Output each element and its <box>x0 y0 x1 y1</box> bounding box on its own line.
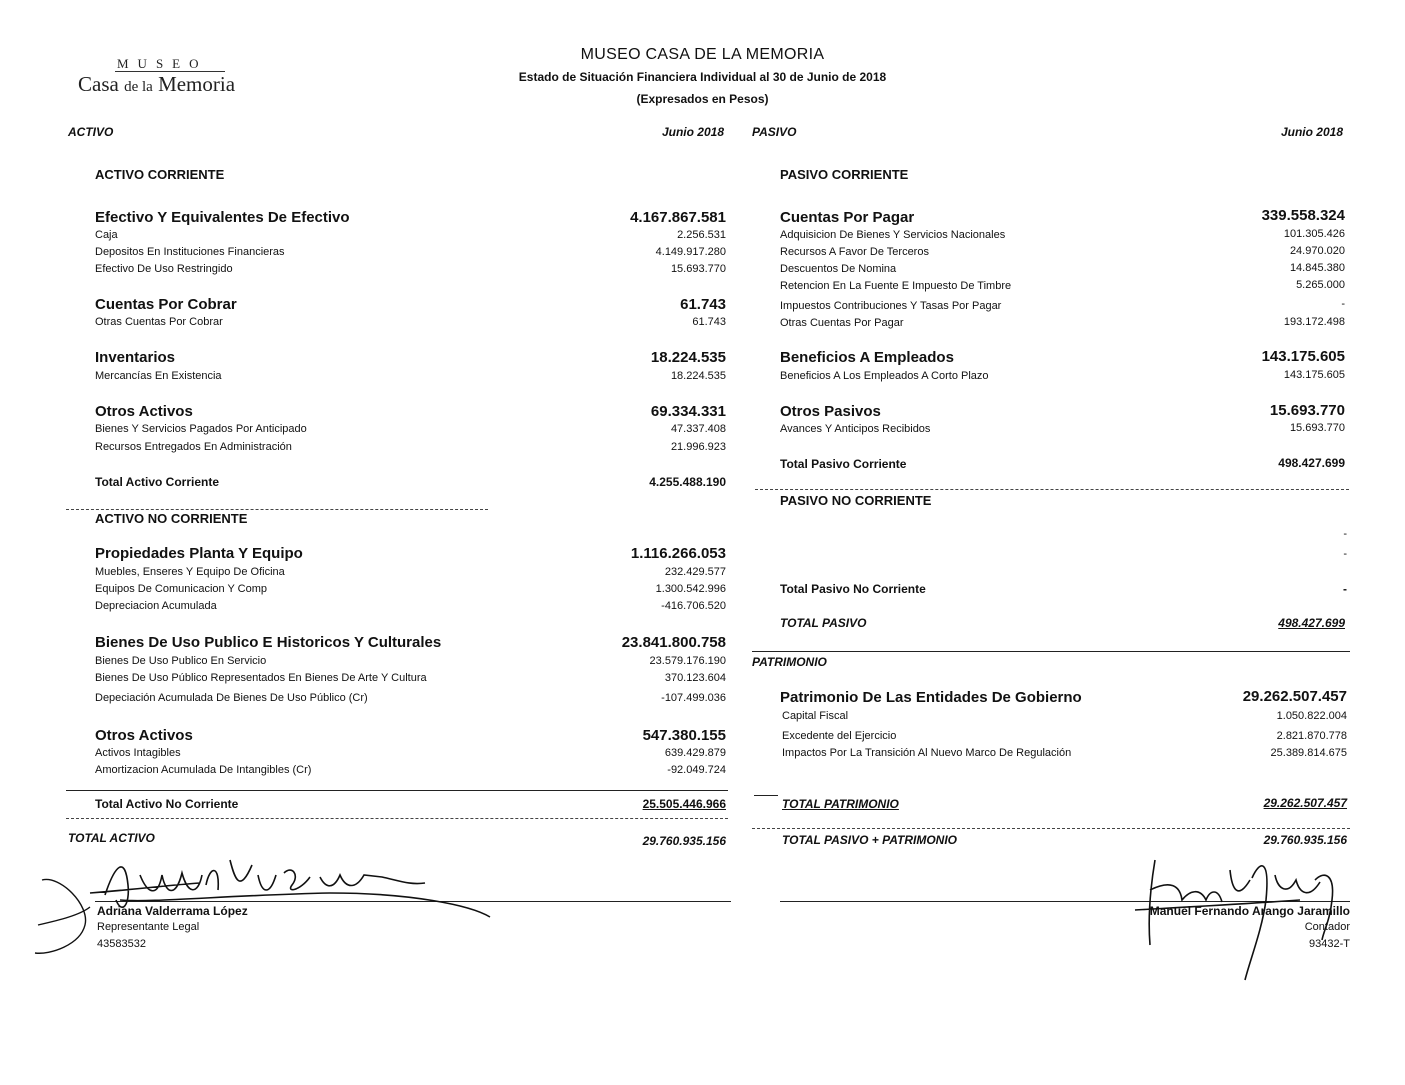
line-item-value: 23.579.176.190 <box>649 655 726 667</box>
group-label: Efectivo Y Equivalentes De Efectivo <box>95 209 350 226</box>
signature-left-name: Adriana Valderrama López <box>97 904 248 918</box>
pasivo-period: Junio 2018 <box>1280 125 1343 139</box>
divider <box>755 489 1349 490</box>
group-label: Cuentas Por Pagar <box>780 209 915 226</box>
pasivo-heading: PASIVO <box>752 125 797 139</box>
line-item-label: Beneficios A Los Empleados A Corto Plazo <box>780 370 989 382</box>
group-label: Patrimonio De Las Entidades De Gobierno <box>780 689 1082 706</box>
total-patrimonio-value: 29.262.507.457 <box>1263 796 1347 810</box>
line-item-value: 101.305.426 <box>1283 228 1345 240</box>
group-value: 4.167.867.581 <box>630 209 726 226</box>
line-item-value: 370.123.604 <box>664 672 726 684</box>
divider <box>66 509 488 510</box>
total-activo-label: TOTAL ACTIVO <box>68 831 155 845</box>
line-item-value: 15.693.770 <box>1289 422 1345 434</box>
line-item-label: Depeciación Acumulada De Bienes De Uso Público (Cr) <box>95 692 368 704</box>
logo-memoria: Memoria <box>158 72 236 96</box>
line-item-label: Activos Intagibles <box>95 747 181 759</box>
line-item-value: 2.256.531 <box>677 229 726 241</box>
total-activo-corriente-label: Total Activo Corriente <box>95 475 220 489</box>
line-item-value: - <box>1343 528 1347 540</box>
line-item-label: Bienes De Uso Publico En Servicio <box>95 655 267 667</box>
group-label: Inventarios <box>95 349 176 366</box>
logo-de-la: de la <box>124 79 153 95</box>
group-label: Otros Activos <box>95 403 193 420</box>
group-label: Otros Activos <box>95 727 193 744</box>
line-item-label: Capital Fiscal <box>782 710 849 722</box>
group-label: Otros Pasivos <box>780 403 881 420</box>
divider <box>752 651 1350 652</box>
line-item-label: Caja <box>95 229 118 241</box>
group-label: Beneficios A Empleados <box>780 349 954 366</box>
line-item-value: 25.389.814.675 <box>1270 747 1347 759</box>
line-item-value: 24.970.020 <box>1289 245 1345 257</box>
line-item-label: Otras Cuentas Por Cobrar <box>95 316 223 328</box>
total-activo-value: 29.760.935.156 <box>642 834 726 848</box>
line-item-value: -107.499.036 <box>661 692 726 704</box>
line-item-value: 5.265.000 <box>1296 279 1345 291</box>
line-item-value: 4.149.917.280 <box>655 246 726 258</box>
line-item-value: 639.429.879 <box>664 747 726 759</box>
total-patrimonio-label: TOTAL PATRIMONIO <box>782 797 899 811</box>
line-item-label: Amortizacion Acumulada De Intangibles (Cr) <box>95 764 312 776</box>
signature-left-id: 43583532 <box>97 938 146 950</box>
line-item-value: - <box>1343 548 1347 560</box>
signature-right-name: Manuel Fernando Arango Jaramillo <box>1149 904 1350 918</box>
line-item-value: 193.172.498 <box>1283 316 1345 328</box>
line-item-value: 2.821.870.778 <box>1276 730 1347 742</box>
line-item-value: 1.300.542.996 <box>655 583 726 595</box>
line-item-label: Recursos A Favor De Terceros <box>780 246 929 258</box>
group-value: 61.743 <box>680 296 726 313</box>
line-item-label: Efectivo De Uso Restringido <box>95 263 233 275</box>
line-item-label: Bienes Y Servicios Pagados Por Anticipado <box>95 423 307 435</box>
line-item-label: Recursos Entregados En Administración <box>95 441 292 453</box>
document-units: (Expresados en Pesos) <box>636 92 769 106</box>
logo-museo-text: MUSEO <box>117 56 208 71</box>
total-pasivo-no-corriente-value: - <box>1343 582 1347 596</box>
divider <box>66 790 728 791</box>
line-item-label: Otras Cuentas Por Pagar <box>780 317 904 329</box>
total-pasivo-corriente-value: 498.427.699 <box>1278 456 1345 470</box>
group-label: Cuentas Por Cobrar <box>95 296 237 313</box>
total-pasivo-corriente-label: Total Pasivo Corriente <box>780 457 907 471</box>
divider <box>66 818 728 819</box>
signature-right-role: Contador <box>1304 921 1350 933</box>
line-item-value: - <box>1341 298 1345 310</box>
total-pasivo-patrimonio-label: TOTAL PASIVO + PATRIMONIO <box>782 833 958 847</box>
line-item-label: Excedente del Ejercicio <box>782 730 897 742</box>
total-pasivo-no-corriente-label: Total Pasivo No Corriente <box>780 582 926 596</box>
line-item-value: 15.693.770 <box>670 263 726 275</box>
activo-no-corriente-heading: ACTIVO NO CORRIENTE <box>95 511 248 526</box>
line-item-label: Impactos Por La Transición Al Nuevo Marco De Regulación <box>782 747 1072 759</box>
line-item-label: Impuestos Contribuciones Y Tasas Por Pagar <box>780 300 1002 312</box>
line-item-value: 18.224.535 <box>670 370 726 382</box>
group-label: Bienes De Uso Publico E Historicos Y Culturales <box>95 634 442 651</box>
pasivo-no-corriente-heading: PASIVO NO CORRIENTE <box>780 493 932 508</box>
group-value: 69.334.331 <box>650 403 726 420</box>
group-value: 29.262.507.457 <box>1242 688 1347 705</box>
line-item-label: Bienes De Uso Público Representados En Bienes De Arte Y Cultura <box>95 672 427 684</box>
total-activo-no-corriente-value: 25.505.446.966 <box>642 797 726 811</box>
group-value: 1.116.266.053 <box>630 545 726 562</box>
line-item-value: 61.743 <box>692 316 726 328</box>
activo-heading: ACTIVO <box>68 125 114 139</box>
logo-casa: Casa <box>78 72 119 96</box>
line-item-value: 14.845.380 <box>1289 262 1345 274</box>
group-value: 23.841.800.758 <box>621 634 726 651</box>
document-subtitle: Estado de Situación Financiera Individual al 30 de Junio de 2018 <box>518 70 887 84</box>
patrimonio-heading: PATRIMONIO <box>752 655 827 669</box>
line-item-label: Depositos En Instituciones Financieras <box>95 246 285 258</box>
line-item-label: Muebles, Enseres Y Equipo De Oficina <box>95 566 285 578</box>
line-item-label: Mercancías En Existencia <box>95 370 222 382</box>
group-value: 143.175.605 <box>1261 348 1345 365</box>
line-item-label: Adquisicion De Bienes Y Servicios Nacionales <box>780 229 1006 241</box>
line-item-label: Equipos De Comunicacion Y Comp <box>95 583 268 595</box>
group-value: 339.558.324 <box>1261 207 1345 224</box>
line-item-value: -92.049.724 <box>667 764 726 776</box>
group-value: 18.224.535 <box>650 349 726 366</box>
line-item-value: 21.996.923 <box>670 441 726 453</box>
line-item-label: Depreciacion Acumulada <box>95 600 217 612</box>
pasivo-corriente-heading: PASIVO CORRIENTE <box>780 167 909 182</box>
group-label: Propiedades Planta Y Equipo <box>95 545 303 562</box>
line-item-value: 1.050.822.004 <box>1276 710 1347 722</box>
line-item-label: Retencion En La Fuente E Impuesto De Timbre <box>780 280 1012 292</box>
activo-corriente-heading: ACTIVO CORRIENTE <box>95 167 225 182</box>
line-item-label: Avances Y Anticipos Recibidos <box>780 423 931 435</box>
line-item-value: 232.429.577 <box>664 566 726 578</box>
total-activo-corriente-value: 4.255.488.190 <box>649 475 726 489</box>
group-value: 15.693.770 <box>1269 402 1345 419</box>
signature-right-id: 93432-T <box>1309 938 1350 950</box>
signature-left-role: Representante Legal <box>97 921 200 933</box>
line-item-label: Descuentos De Nomina <box>780 263 897 275</box>
total-pasivo-value: 498.427.699 <box>1278 616 1345 630</box>
line-item-value: 143.175.605 <box>1283 369 1345 381</box>
divider <box>754 795 778 796</box>
divider <box>752 828 1350 829</box>
group-value: 547.380.155 <box>642 727 726 744</box>
document-title: MUSEO CASA DE LA MEMORIA <box>580 46 825 63</box>
total-activo-no-corriente-label: Total Activo No Corriente <box>95 797 239 811</box>
total-pasivo-patrimonio-value: 29.760.935.156 <box>1263 833 1347 847</box>
line-item-value: 47.337.408 <box>670 423 726 435</box>
line-item-value: -416.706.520 <box>661 600 726 612</box>
activo-period: Junio 2018 <box>661 125 724 139</box>
total-pasivo-label: TOTAL PASIVO <box>780 616 867 630</box>
